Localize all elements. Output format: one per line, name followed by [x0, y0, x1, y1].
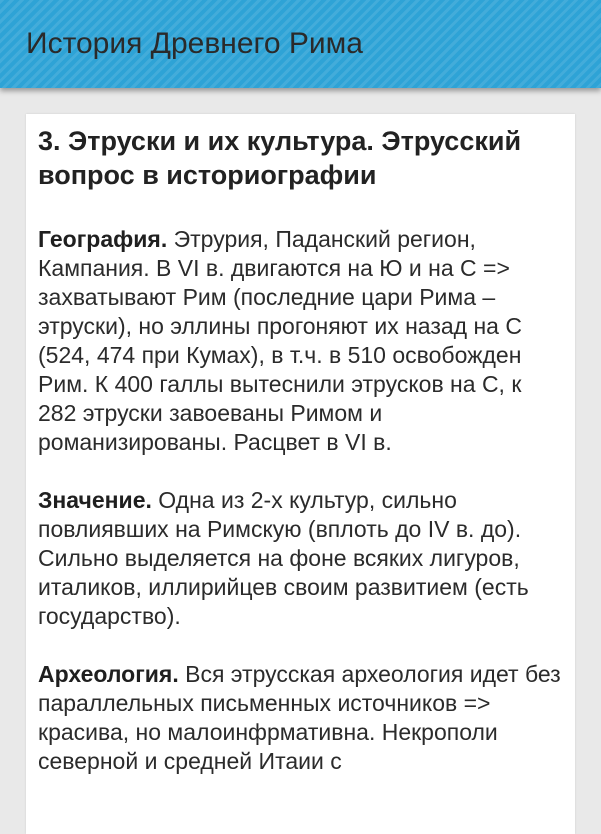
article-card[interactable]: [26, 114, 575, 834]
app-title: История Древнего Рима: [26, 27, 363, 60]
section-text: Вся этрусская археология идет без параллельных письменных источников => красива, но малоинфрмативна. Некрополи северной и средней Итаии с: [38, 661, 561, 774]
section-geography: [38, 225, 566, 457]
article-body: [38, 124, 566, 776]
section-text: Одна из 2-х культур, сильно повлиявших на Римскую (вплоть до IV в. до). Сильно выделяется на фоне всяких лигуров, италиков, иллирийцев своим развитием (есть государство).: [38, 487, 529, 629]
section-significance: [38, 486, 566, 631]
article-heading: 3. Этруски и их культура. Этрусский вопрос в историографии: [38, 126, 522, 190]
section-term: География.: [38, 226, 168, 252]
section-archaeology: [38, 660, 566, 776]
section-term: Значение.: [38, 487, 152, 513]
section-text: Этрурия, Паданский регион, Кампания. В VI в. двигаются на Ю и на С => захватывают Рим (последние цари Рима – этруски), но эллины прогоняют их назад на С (524, 474 при Кумах), в т.ч. в 510 освобожден Рим. К 400 галлы вытеснили этрусков на С, к 282 этруски завоеваны Римом и романизированы. Расцвет в VI в.: [38, 226, 522, 455]
app-bar: [0, 0, 601, 88]
section-term: Археология.: [38, 661, 179, 687]
